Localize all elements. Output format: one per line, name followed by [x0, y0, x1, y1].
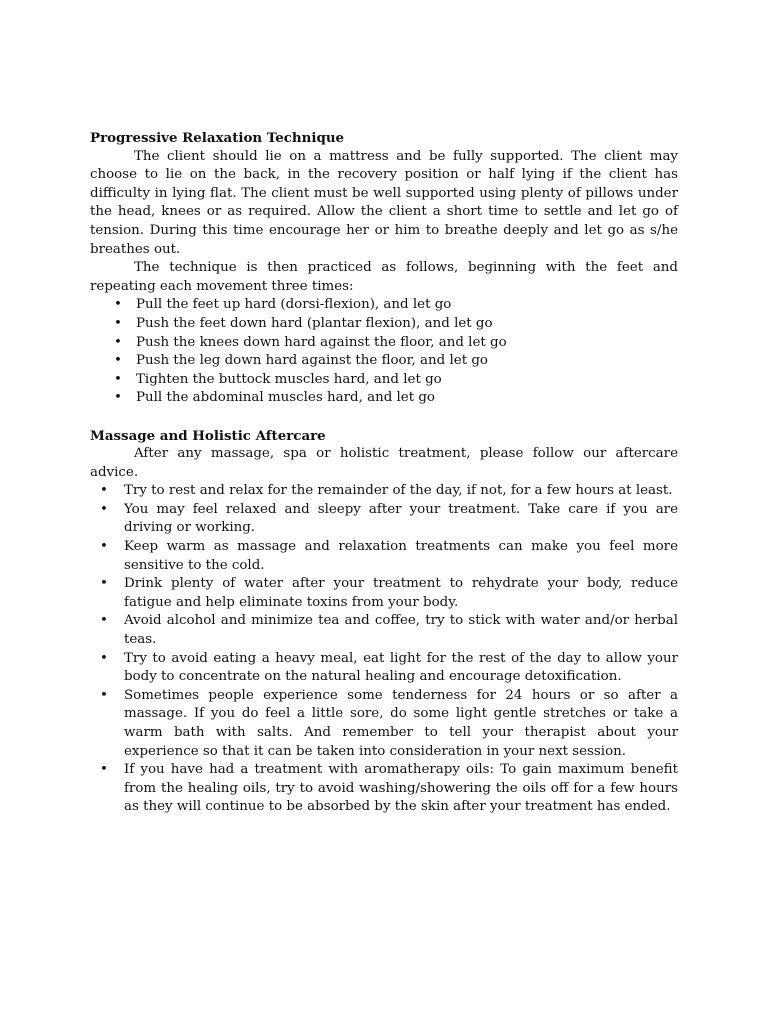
list-item: • Pull the feet up hard (dorsi-flexion), and let go [90, 296, 678, 315]
aftercare-advice-list [90, 482, 678, 817]
list-item: • Try to avoid eating a heavy meal, eat light for the rest of the day to allow your body to concentrate on the natural healing and encourage detoxification. [90, 650, 678, 687]
section-heading-aftercare: Massage and Holistic Aftercare [90, 427, 326, 444]
document-page [90, 129, 678, 817]
list-item: • Keep warm as massage and relaxation treatments can make you feel more sensitive to the cold. [90, 538, 678, 575]
list-item: • Avoid alcohol and minimize tea and coffee, try to stick with water and/or herbal teas. [90, 612, 678, 649]
aftercare-section [90, 427, 678, 817]
section-spacer [90, 408, 678, 427]
list-item: • Pull the abdominal muscles hard, and let go [90, 389, 678, 408]
list-item: • Try to rest and relax for the remainder of the day, if not, for a few hours at least. [90, 482, 678, 501]
list-item: • Push the feet down hard (plantar flexion), and let go [90, 315, 678, 334]
paragraph-aftercare-intro: After any massage, spa or holistic treatment, please follow our aftercare advice. [90, 446, 678, 480]
paragraph-positioning: The client should lie on a mattress and be fully supported. The client may choose to lie on the back, in the recovery position or half lying if the client has difficulty in lying flat. The client must be well supported using plenty of pillows under the head, knees or as required. Allow the client a short time to settle and let go of tension. During this time encourage her or him to breathe deeply and let go as s/he breathes out. [90, 148, 678, 257]
section-heading-progressive-relaxation: Progressive Relaxation Technique [90, 130, 345, 146]
relaxation-steps-list [90, 296, 678, 408]
list-item: • Push the leg down hard against the floor, and let go [90, 352, 678, 371]
list-item: • If you have had a treatment with aromatherapy oils: To gain maximum benefit from the healing oils, try to avoid washing/showering the oils off for a few hours as they will continue to be absorbed by the skin after your treatment has ended. [90, 761, 678, 817]
list-item: • Push the knees down hard against the floor, and let go [90, 334, 678, 353]
list-item: • You may feel relaxed and sleepy after your treatment. Take care if you are driving or working. [90, 501, 678, 538]
progressive-relaxation-section [90, 129, 678, 408]
paragraph-technique-intro: The technique is then practiced as follows, beginning with the feet and repeating each movement three times: [90, 260, 678, 294]
list-item: • Drink plenty of water after your treatment to rehydrate your body, reduce fatigue and help eliminate toxins from your body. [90, 575, 678, 612]
list-item: • Tighten the buttock muscles hard, and let go [90, 371, 678, 390]
list-item: • Sometimes people experience some tenderness for 24 hours or so after a massage. If you do feel a little sore, do some light gentle stretches or take a warm bath with salts. And remember to tell your therapist about your experience so that it can be taken into consideration in your next session. [90, 687, 678, 761]
